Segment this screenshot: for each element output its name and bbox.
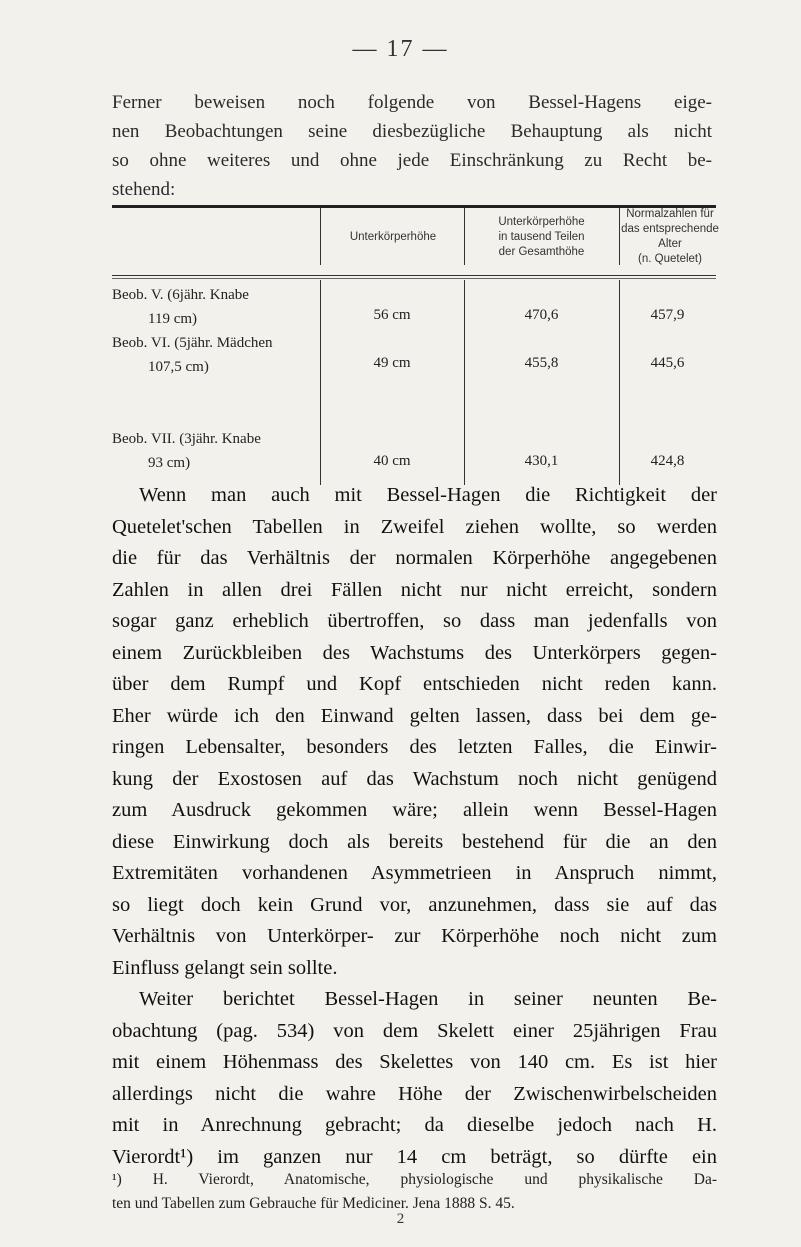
row-label-line: 107,5 cm) [148,359,209,375]
table-cell: 455,8 [524,355,559,371]
column-divider [464,385,465,485]
column-divider [619,385,620,485]
table-row-label [112,283,249,331]
header-normalzahlen [620,207,720,267]
page-number: — 17 — [352,36,449,62]
text-line: Quetelet'schen Tabellen in Zweifel ziehen wollte, so werden [112,515,717,538]
intro-line: stehend: [112,179,176,200]
table-row-label [112,427,261,475]
text-line: Eher würde ich den Einwand gelten lassen, dass bei dem ge- [112,704,717,727]
table-cell: 457,9 [650,307,685,323]
row-label-line: 93 cm) [148,455,191,471]
table-cell: 445,6 [650,355,685,371]
text-line: Vierordt¹) im ganzen nur 14 cm beträgt, so dürfte ein [112,1145,717,1168]
row-label-line: Beob. V. (6jähr. Knabe [112,287,249,303]
table-cell: 40 cm [373,453,411,469]
header-unterkoerperhoehe: Unterkörperhöhe [349,231,437,243]
text-line: obachtung (pag. 534) von dem Skelett einer 25jährigen Frau [112,1019,717,1042]
intro-line: nen Beobachtungen seine diesbezügliche Behauptung als nicht [112,121,712,142]
text-line: allerdings nicht die wahre Höhe der Zwischenwirbelscheiden [112,1082,717,1105]
header-line: Alter [658,238,682,250]
text-line: Verhältnis von Unterkörper- zur Körperhöhe noch nicht zum [112,925,717,947]
text-line: Wenn man auch mit Bessel-Hagen die Richtigkeit der [139,484,717,506]
table-header-rule [112,275,716,276]
text-line: zum Ausdruck gekommen wäre; allein wenn Bessel-Hagen [112,799,717,821]
text-line: so liegt doch kein Grund vor, anzunehmen, dass sie auf das [112,893,717,916]
column-divider [320,208,321,265]
text-line: Weiter berichtet Bessel-Hagen in seiner neunten Be- [139,988,717,1010]
text-line: über dem Rumpf und Kopf entschieden nicht reden kann. [112,673,717,695]
table-cell: 424,8 [650,453,685,469]
text-line: Extremitäten vorhandenen Asymmetrieen in Anspruch nimmt, [112,862,717,884]
table-row-label [112,331,273,379]
text-line: die für das Verhältnis der normalen Körperhöhe angegebenen [112,547,717,569]
text-line: mit einem Höhenmass des Skelettes von 140 cm. Es ist hier [112,1051,717,1073]
header-line: Unterkörperhöhe [498,216,585,228]
header-line: in tausend Teilen [498,231,585,243]
header-line: (n. Quetelet) [638,253,702,265]
intro-line: so ohne weiteres und ohne jede Einschränkung zu Recht be- [112,150,712,171]
text-line: kung der Exostosen auf das Wachstum noch nicht genügend [112,767,717,790]
text-line: mit in Anrechnung gebracht; da dieselbe jedoch nach H. [112,1114,717,1136]
row-label-line: Beob. VII. (3jähr. Knabe [112,431,261,447]
text-line: einem Zurückbleiben des Wachstums des Unterkörpers gegen- [112,641,717,664]
table-cell: 49 cm [373,355,411,371]
text-line: diese Einwirkung doch als bereits bestehend für die an den [112,830,717,853]
footnote [112,1168,717,1216]
intro-line: Ferner beweisen noch folgende von Bessel-Hagens eige- [112,92,712,113]
text-line: Zahlen in allen drei Fällen nicht nur nicht erreicht, sondern [112,578,717,601]
table-cell: 470,6 [524,307,559,323]
text-line: Einfluss gelangt sein sollte. [112,956,338,979]
table-cell: 430,1 [524,453,559,469]
header-line: Normalzahlen für [626,208,714,220]
footnote-line: ¹) H. Vierordt, Anatomische, physiologische und physikalische Da- [112,1171,717,1188]
table-header-rule-double [112,278,716,279]
signature-mark: 2 [396,1211,405,1227]
intro-paragraph [112,88,712,204]
main-text [112,480,717,1173]
text-line: sogar ganz erheblich übertroffen, so dass man jedenfalls von [112,610,717,632]
row-label-line: 119 cm) [148,311,198,327]
footnote-line: ten und Tabellen zum Gebrauche für Mediciner. Jena 1888 S. 45. [112,1195,515,1212]
header-line: der Gesamthöhe [498,246,585,258]
table-cell: 56 cm [373,307,411,323]
column-divider [320,385,321,485]
header-tausend-teilen [464,215,619,260]
text-line: ringen Lebensalter, besonders des letzten Falles, die Einwir- [112,736,717,758]
row-label-line: Beob. VI. (5jähr. Mädchen [112,335,273,351]
header-line: das entsprechende [621,223,719,235]
